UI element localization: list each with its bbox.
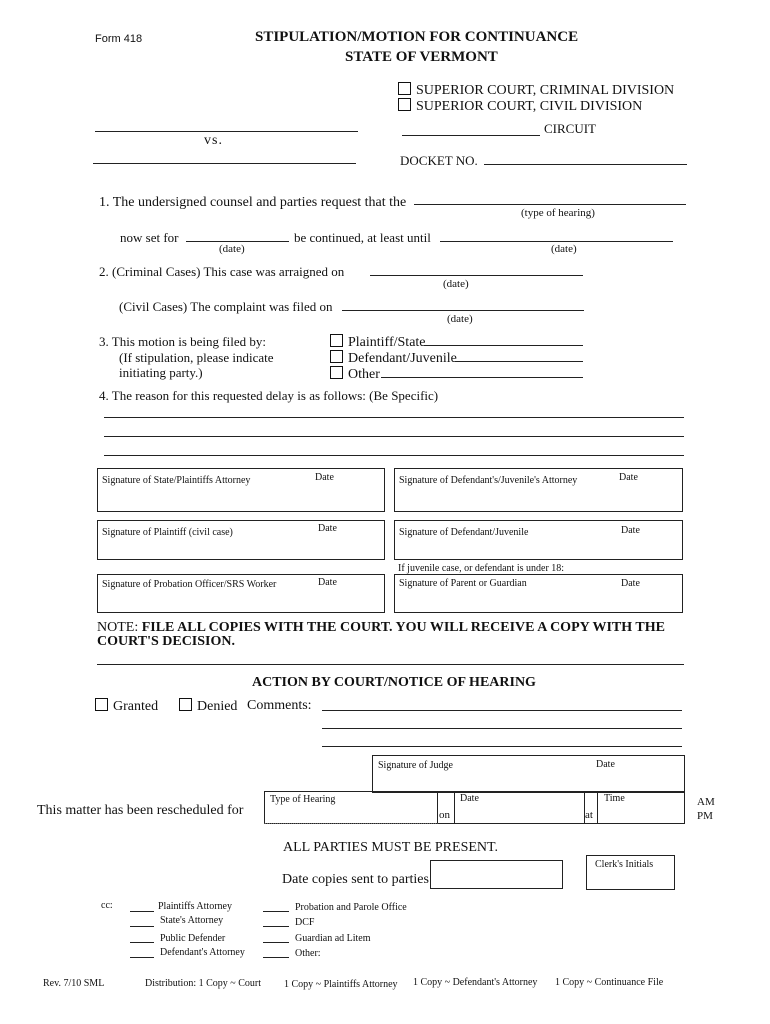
rescheduled-label: This matter has been rescheduled for (37, 803, 244, 818)
docket-field[interactable] (484, 164, 687, 165)
signature-label: Signature of Defendant's/Juvenile's Attorney (399, 475, 578, 486)
date-label: Date (621, 525, 640, 536)
be-continued-label: be continued, at least until (294, 230, 431, 245)
cc-check-line[interactable] (130, 957, 154, 958)
hearing-type-cell[interactable] (264, 791, 438, 824)
cc-check-line[interactable] (263, 926, 289, 927)
cc-dcf: DCF (295, 917, 315, 928)
option-other[interactable]: Other (330, 366, 380, 383)
circuit-label: CIRCUIT (544, 121, 596, 136)
copies-sent-date-field[interactable] (430, 860, 563, 889)
form-title: STIPULATION/MOTION FOR CONTINUANCE (255, 29, 579, 45)
versus-label: vs. (204, 133, 223, 148)
denied-option[interactable]: Denied (179, 698, 237, 715)
court-action-heading: ACTION BY COURT/NOTICE OF HEARING (252, 675, 536, 690)
item2-civil-text: (Civil Cases) The complaint was filed on (119, 299, 333, 314)
judge-signature-label: Signature of Judge (378, 760, 453, 771)
form-subtitle: STATE OF VERMONT (345, 49, 498, 65)
cc-plaintiffs-attorney: Plaintiffs Attorney (158, 901, 232, 912)
continue-until-field[interactable] (440, 241, 673, 242)
court-criminal-option[interactable]: SUPERIOR COURT, CRIMINAL DIVISION (398, 82, 674, 99)
signature-box-plaintiff[interactable] (97, 520, 385, 560)
date-label: Date (619, 472, 638, 483)
type-of-hearing-label: Type of Hearing (270, 794, 336, 805)
complaint-date-field[interactable] (342, 310, 584, 311)
clerks-initials-box[interactable] (586, 855, 675, 890)
signature-label: Signature of Plaintiff (civil case) (102, 527, 233, 538)
signature-label: Signature of Probation Officer/SRS Worker (102, 579, 277, 590)
granted-option[interactable]: Granted (95, 698, 158, 715)
date-label: Date (621, 578, 640, 589)
at-label: at (585, 809, 593, 821)
defendant-juvenile-field[interactable] (455, 361, 583, 362)
current-date-field[interactable] (186, 241, 289, 242)
cc-states-attorney: State's Attorney (160, 915, 224, 926)
comments-line-1[interactable] (322, 710, 682, 711)
date-label: Date (460, 793, 479, 804)
hearing-date-cell[interactable] (454, 791, 585, 824)
party-line-2[interactable] (93, 163, 356, 164)
cc-check-line[interactable] (263, 942, 289, 943)
item4-text: 4. The reason for this requested delay is as follows: (Be Specific) (99, 388, 439, 403)
section-divider (97, 664, 684, 665)
revision-label: Rev. 7/10 SML (43, 978, 105, 989)
hearing-type-field[interactable] (414, 204, 686, 205)
cc-check-line[interactable] (130, 911, 154, 912)
judge-signature-box[interactable] (372, 755, 685, 793)
item3-note-1: (If stipulation, please indicate (119, 350, 274, 365)
cc-probation-office: Probation and Parole Office (295, 902, 407, 913)
cc-public-defender: Public Defender (160, 933, 226, 944)
checkbox-icon[interactable] (330, 350, 343, 363)
distribution-file: 1 Copy ~ Continuance File (555, 977, 664, 988)
checkbox-icon[interactable] (330, 334, 343, 347)
date-caption: (date) (443, 278, 469, 290)
signature-box-defendant-attorney[interactable] (394, 468, 683, 512)
signature-box-probation-officer[interactable] (97, 574, 385, 613)
signature-label: Signature of State/Plaintiffs Attorney (102, 475, 251, 486)
now-set-for-label: now set for (120, 230, 179, 245)
date-label: Date (318, 577, 337, 588)
comments-label: Comments: (247, 698, 312, 713)
hearing-time-cell[interactable] (597, 791, 685, 824)
date-caption: (date) (551, 243, 577, 255)
circuit-field[interactable] (402, 135, 540, 136)
reason-line-3[interactable] (104, 455, 684, 456)
form-number: Form 418 (95, 33, 143, 45)
checkbox-icon[interactable] (330, 366, 343, 379)
item3-note-2: initiating party.) (119, 365, 203, 380)
item1-text: 1. The undersigned counsel and parties request that the (99, 195, 407, 210)
pm-option[interactable]: PM (697, 810, 713, 822)
party-line-1[interactable] (95, 131, 358, 132)
cc-label: cc: (101, 900, 113, 911)
other-field[interactable] (381, 377, 583, 378)
court-civil-option[interactable]: SUPERIOR COURT, CIVIL DIVISION (398, 98, 642, 115)
comments-line-2[interactable] (322, 728, 682, 729)
arraigned-date-field[interactable] (370, 275, 583, 276)
item2-criminal-text: 2. (Criminal Cases) This case was arraigned on (99, 264, 345, 279)
docket-label: DOCKET NO. (400, 153, 478, 168)
reason-line-1[interactable] (104, 417, 684, 418)
checkbox-icon[interactable] (179, 698, 192, 711)
reason-line-2[interactable] (104, 436, 684, 437)
signature-box-defendant-juvenile[interactable] (394, 520, 683, 560)
checkbox-icon[interactable] (95, 698, 108, 711)
signature-box-state-attorney[interactable] (97, 468, 385, 512)
plaintiff-state-field[interactable] (424, 345, 583, 346)
cc-check-line[interactable] (130, 942, 154, 943)
distribution-court: Distribution: 1 Copy ~ Court (145, 978, 261, 989)
note-line-2: COURT'S DECISION. (97, 634, 235, 649)
cc-guardian-ad-litem: Guardian ad Litem (295, 933, 371, 944)
date-caption: (date) (447, 313, 473, 325)
distribution-plaintiff: 1 Copy ~ Plaintiffs Attorney (284, 979, 398, 990)
copies-sent-label: Date copies sent to parties (282, 872, 429, 887)
checkbox-icon[interactable] (398, 82, 411, 95)
cc-check-line[interactable] (130, 926, 154, 927)
clerks-initials-label: Clerk's Initials (595, 859, 654, 870)
time-label: Time (604, 793, 625, 804)
option-plaintiff-state[interactable]: Plaintiff/State (330, 334, 426, 351)
signature-label: Signature of Defendant/Juvenile (399, 527, 529, 538)
am-option[interactable]: AM (697, 796, 715, 808)
date-caption: (date) (219, 243, 245, 255)
on-label: on (439, 809, 450, 821)
cc-check-line[interactable] (263, 957, 289, 958)
cc-check-line[interactable] (263, 911, 289, 912)
cc-other: Other: (295, 948, 321, 959)
date-label: Date (315, 472, 334, 483)
date-label: Date (596, 759, 615, 770)
distribution-defendant: 1 Copy ~ Defendant's Attorney (413, 977, 538, 988)
juvenile-note: If juvenile case, or defendant is under 18: (398, 563, 565, 574)
date-label: Date (318, 523, 337, 534)
signature-box-parent-guardian[interactable] (394, 574, 683, 613)
cc-defendants-attorney: Defendant's Attorney (160, 947, 245, 958)
note-line-1: NOTE: FILE ALL COPIES WITH THE COURT. YOU WILL RECEIVE A COPY WITH THE (97, 620, 665, 635)
comments-line-3[interactable] (322, 746, 682, 747)
all-parties-notice: ALL PARTIES MUST BE PRESENT. (283, 840, 499, 855)
type-of-hearing-caption: (type of hearing) (521, 207, 595, 219)
item3-text: 3. This motion is being filed by: (99, 334, 266, 349)
checkbox-icon[interactable] (398, 98, 411, 111)
option-defendant-juvenile[interactable]: Defendant/Juvenile (330, 350, 457, 367)
signature-label: Signature of Parent or Guardian (399, 578, 527, 589)
